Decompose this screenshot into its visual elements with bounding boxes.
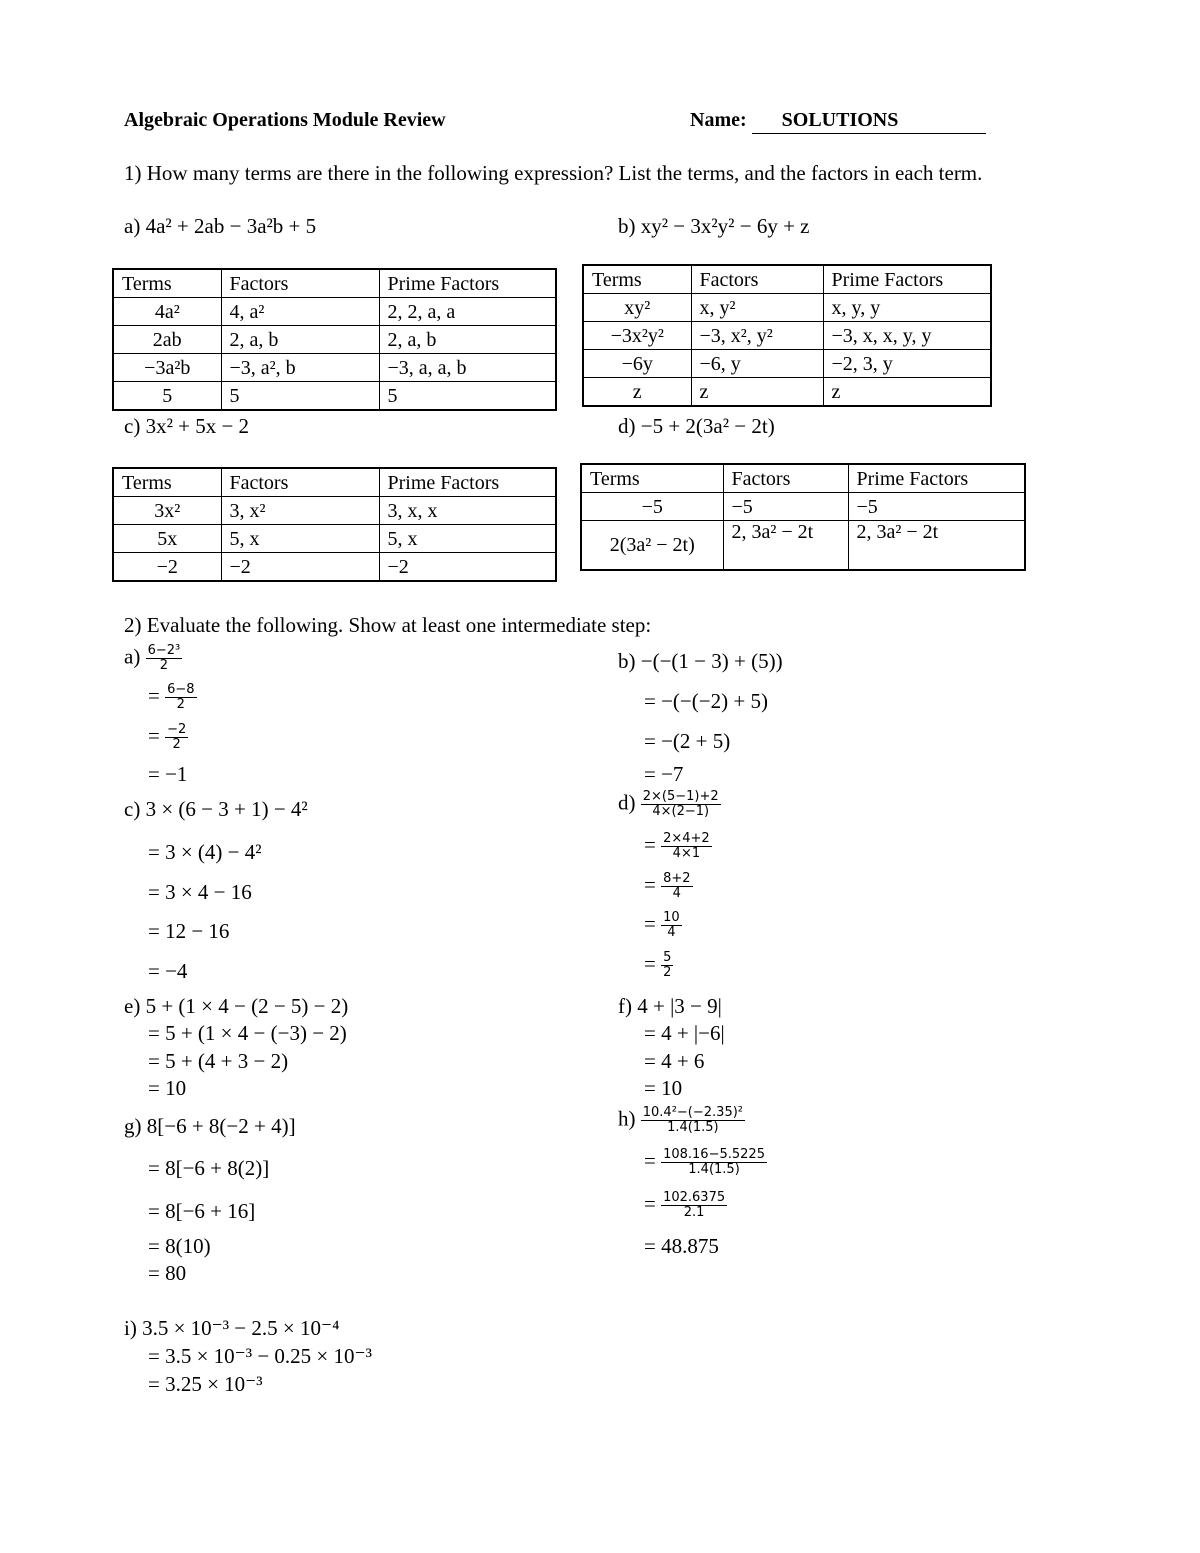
cell: 2ab: [113, 326, 221, 354]
fraction: [165, 683, 196, 712]
cell: −6y: [583, 350, 691, 378]
table-row: [583, 294, 991, 322]
cell: −2: [379, 553, 556, 582]
cell: z: [823, 378, 991, 407]
table-row: [583, 322, 991, 350]
name-label: Name:: [690, 109, 747, 131]
cell: 4, a²: [221, 298, 379, 326]
q1d-expression: d) −5 + 2(3a² − 2t): [618, 414, 775, 438]
table-q1c: [112, 467, 557, 582]
cell: −3a²b: [113, 354, 221, 382]
cell: 5: [379, 382, 556, 411]
fraction: [661, 1148, 767, 1177]
col-prime-factors: Prime Factors: [848, 464, 1025, 493]
q2h-label: h): [618, 1106, 636, 1131]
denominator: 2.1: [683, 1205, 705, 1220]
q1b-expression: b) xy² − 3x²y² − 6y + z: [618, 214, 810, 238]
q2c-step-3: = 12 − 16: [148, 919, 230, 943]
denominator: 1.4(1.5): [688, 1162, 740, 1177]
q2d-label: d): [618, 790, 636, 815]
col-prime-factors: Prime Factors: [823, 265, 991, 294]
cell: −3x²y²: [583, 322, 691, 350]
numerator: −2: [167, 722, 187, 737]
fraction: [165, 723, 188, 752]
q2e-expression: e) 5 + (1 × 4 − (2 − 5) − 2): [124, 994, 349, 1018]
table-header-row: [581, 464, 1025, 493]
q2i-step-2: = 3.25 × 10⁻³: [148, 1372, 263, 1396]
q2g-step-4: = 80: [148, 1261, 187, 1285]
denominator: 2: [176, 697, 185, 712]
cell: 5x: [113, 525, 221, 553]
table-row: [581, 521, 1025, 571]
denominator: 2: [172, 737, 181, 752]
q2e-step-1: = 5 + (1 × 4 − (−3) − 2): [148, 1021, 347, 1045]
cell: 3, x²: [221, 497, 379, 525]
numerator: 10: [663, 910, 680, 925]
cell: −2: [113, 553, 221, 582]
q2h: [618, 1106, 745, 1135]
q2c-step-4: = −4: [148, 959, 188, 983]
cell: −3, x², y²: [691, 322, 823, 350]
q2g-step-3: = 8(10): [148, 1234, 211, 1258]
q2h-step-2: = $\frac{102.6375}{2.1}$: [644, 1190, 726, 1220]
table-header-row: [583, 265, 991, 294]
fraction: [641, 1106, 745, 1135]
cell: −3, a, a, b: [379, 354, 556, 382]
col-terms: Terms: [113, 468, 221, 497]
cell: 2, a, b: [221, 326, 379, 354]
table-header-row: [113, 468, 556, 497]
fraction: [661, 832, 712, 861]
cell: 5: [113, 382, 221, 411]
cell: 2, 3a² − 2t: [723, 521, 848, 571]
denominator: 2: [159, 658, 169, 673]
q2b-step-2: = −(2 + 5): [644, 729, 731, 753]
fraction: [641, 790, 721, 819]
table-row: [113, 497, 556, 525]
q2f-step-2: = 4 + 6: [644, 1049, 705, 1073]
numerator: 108.16−5.5225: [663, 1147, 765, 1162]
q2d-step-1: = $\frac{2\times 4+2}{4\times 1}$: [644, 831, 710, 861]
table-row: [583, 378, 991, 407]
q2i-step-1: = 3.5 × 10⁻³ − 0.25 × 10⁻³: [148, 1344, 372, 1368]
numerator: 102.6375: [663, 1190, 726, 1205]
q2d-step-3: = $\frac{10}{4}$: [644, 910, 680, 940]
table-row: [113, 326, 556, 354]
q2b-step-1: = −(−(−2) + 5): [644, 689, 768, 713]
q2g-step-2: = 8[−6 + 16]: [148, 1199, 256, 1223]
col-factors: Factors: [723, 464, 848, 493]
cell: 3x²: [113, 497, 221, 525]
numerator: 8+2: [663, 871, 691, 886]
table-row: [113, 382, 556, 411]
q2b-step-3: = −7: [644, 762, 684, 786]
question-1-prompt: 1) How many terms are there in the following expression? List the terms, and the factors in each term.: [124, 161, 983, 185]
table-header-row: [113, 269, 556, 298]
q2f-expression: f) 4 + |3 − 9|: [618, 994, 722, 1018]
q2h-step-1: = $\frac{108.16-5.5225}{1.4(1.5)}$: [644, 1147, 765, 1177]
cell: x, y, y: [823, 294, 991, 322]
col-terms: Terms: [583, 265, 691, 294]
numerator: 10.4²−(−2.35)²: [642, 1105, 743, 1120]
q2a-step-3: = −1: [148, 762, 188, 786]
cell: −3, x, x, y, y: [823, 322, 991, 350]
q2d: [618, 790, 721, 819]
q1a-expression: a) 4a² + 2ab − 3a²b + 5: [124, 214, 317, 238]
cell: −2, 3, y: [823, 350, 991, 378]
denominator: 1.4(1.5): [667, 1120, 719, 1135]
page-title: Algebraic Operations Module Review: [124, 109, 446, 131]
name-field: [690, 109, 986, 134]
cell: 2, 2, a, a: [379, 298, 556, 326]
q2g-step-1: = 8[−6 + 8(2)]: [148, 1156, 270, 1180]
q2a-step-2: = $\frac{-2}{2}$: [148, 722, 187, 752]
table-row: [581, 493, 1025, 521]
denominator: 4×(2−1): [652, 804, 710, 819]
table-q1a: [112, 268, 557, 411]
cell: z: [583, 378, 691, 407]
q2i-expression: i) 3.5 × 10⁻³ − 2.5 × 10⁻⁴: [124, 1316, 340, 1340]
q2a: [124, 644, 182, 673]
q2f-step-3: = 10: [644, 1076, 683, 1100]
cell: z: [691, 378, 823, 407]
q1c-expression: c) 3x² + 5x − 2: [124, 414, 250, 438]
cell: 4a²: [113, 298, 221, 326]
col-factors: Factors: [691, 265, 823, 294]
cell: −3, a², b: [221, 354, 379, 382]
cell: 5, x: [221, 525, 379, 553]
denominator: 4: [667, 925, 676, 940]
q2c-step-2: = 3 × 4 − 16: [148, 880, 252, 904]
q2a-step-1: = $\frac{6-8}{2}$: [148, 682, 195, 712]
cell: 5: [221, 382, 379, 411]
q2e-step-2: = 5 + (4 + 3 − 2): [148, 1049, 289, 1073]
table-row: [113, 298, 556, 326]
q2c-step-1: = 3 × (4) − 4²: [148, 840, 262, 864]
table-row: [583, 350, 991, 378]
numerator: 6−8: [167, 682, 195, 697]
cell: xy²: [583, 294, 691, 322]
denominator: 4: [672, 886, 681, 901]
cell: x, y²: [691, 294, 823, 322]
numerator: 2×4+2: [663, 831, 710, 846]
table-row: [113, 354, 556, 382]
cell: 5, x: [379, 525, 556, 553]
cell: −5: [848, 493, 1025, 521]
fraction: [661, 1191, 727, 1220]
fraction: [661, 911, 682, 940]
col-factors: Factors: [221, 269, 379, 298]
numerator: 2×(5−1)+2: [642, 789, 719, 804]
q2a-label: a): [124, 644, 141, 669]
table-row: [113, 553, 556, 582]
name-value: SOLUTIONS: [752, 109, 986, 134]
denominator: 2: [663, 965, 672, 980]
q2e-step-3: = 10: [148, 1076, 187, 1100]
cell: 2, 3a² − 2t: [848, 521, 1025, 571]
cell: −5: [581, 493, 723, 521]
col-prime-factors: Prime Factors: [379, 468, 556, 497]
question-2-prompt: 2) Evaluate the following. Show at least one intermediate step:: [124, 613, 652, 637]
cell: 2(3a² − 2t): [581, 521, 723, 571]
q2d-step-2: = $\frac{8+2}{4}$: [644, 871, 691, 901]
q2g-expression: g) 8[−6 + 8(−2 + 4)]: [124, 1114, 296, 1138]
col-terms: Terms: [113, 269, 221, 298]
numerator: 6−2³: [147, 643, 181, 658]
table-row: [113, 525, 556, 553]
col-prime-factors: Prime Factors: [379, 269, 556, 298]
table-q1b: [582, 264, 992, 407]
table-q1d: [580, 463, 1026, 571]
cell: −6, y: [691, 350, 823, 378]
cell: −5: [723, 493, 848, 521]
q2b-expression: b) −(−(1 − 3) + (5)): [618, 649, 783, 673]
cell: 3, x, x: [379, 497, 556, 525]
fraction: [146, 644, 183, 673]
q2d-step-4: = $\frac{5}{2}$: [644, 950, 672, 980]
numerator: 5: [663, 950, 672, 965]
col-factors: Factors: [221, 468, 379, 497]
cell: −2: [221, 553, 379, 582]
fraction: [661, 951, 673, 980]
q2c-expression: c) 3 × (6 − 3 + 1) − 4²: [124, 797, 308, 821]
denominator: 4×1: [672, 846, 701, 861]
q2f-step-1: = 4 + |−6|: [644, 1021, 725, 1045]
q2h-step-3: = 48.875: [644, 1234, 719, 1258]
cell: 2, a, b: [379, 326, 556, 354]
col-terms: Terms: [581, 464, 723, 493]
fraction: [661, 872, 692, 901]
